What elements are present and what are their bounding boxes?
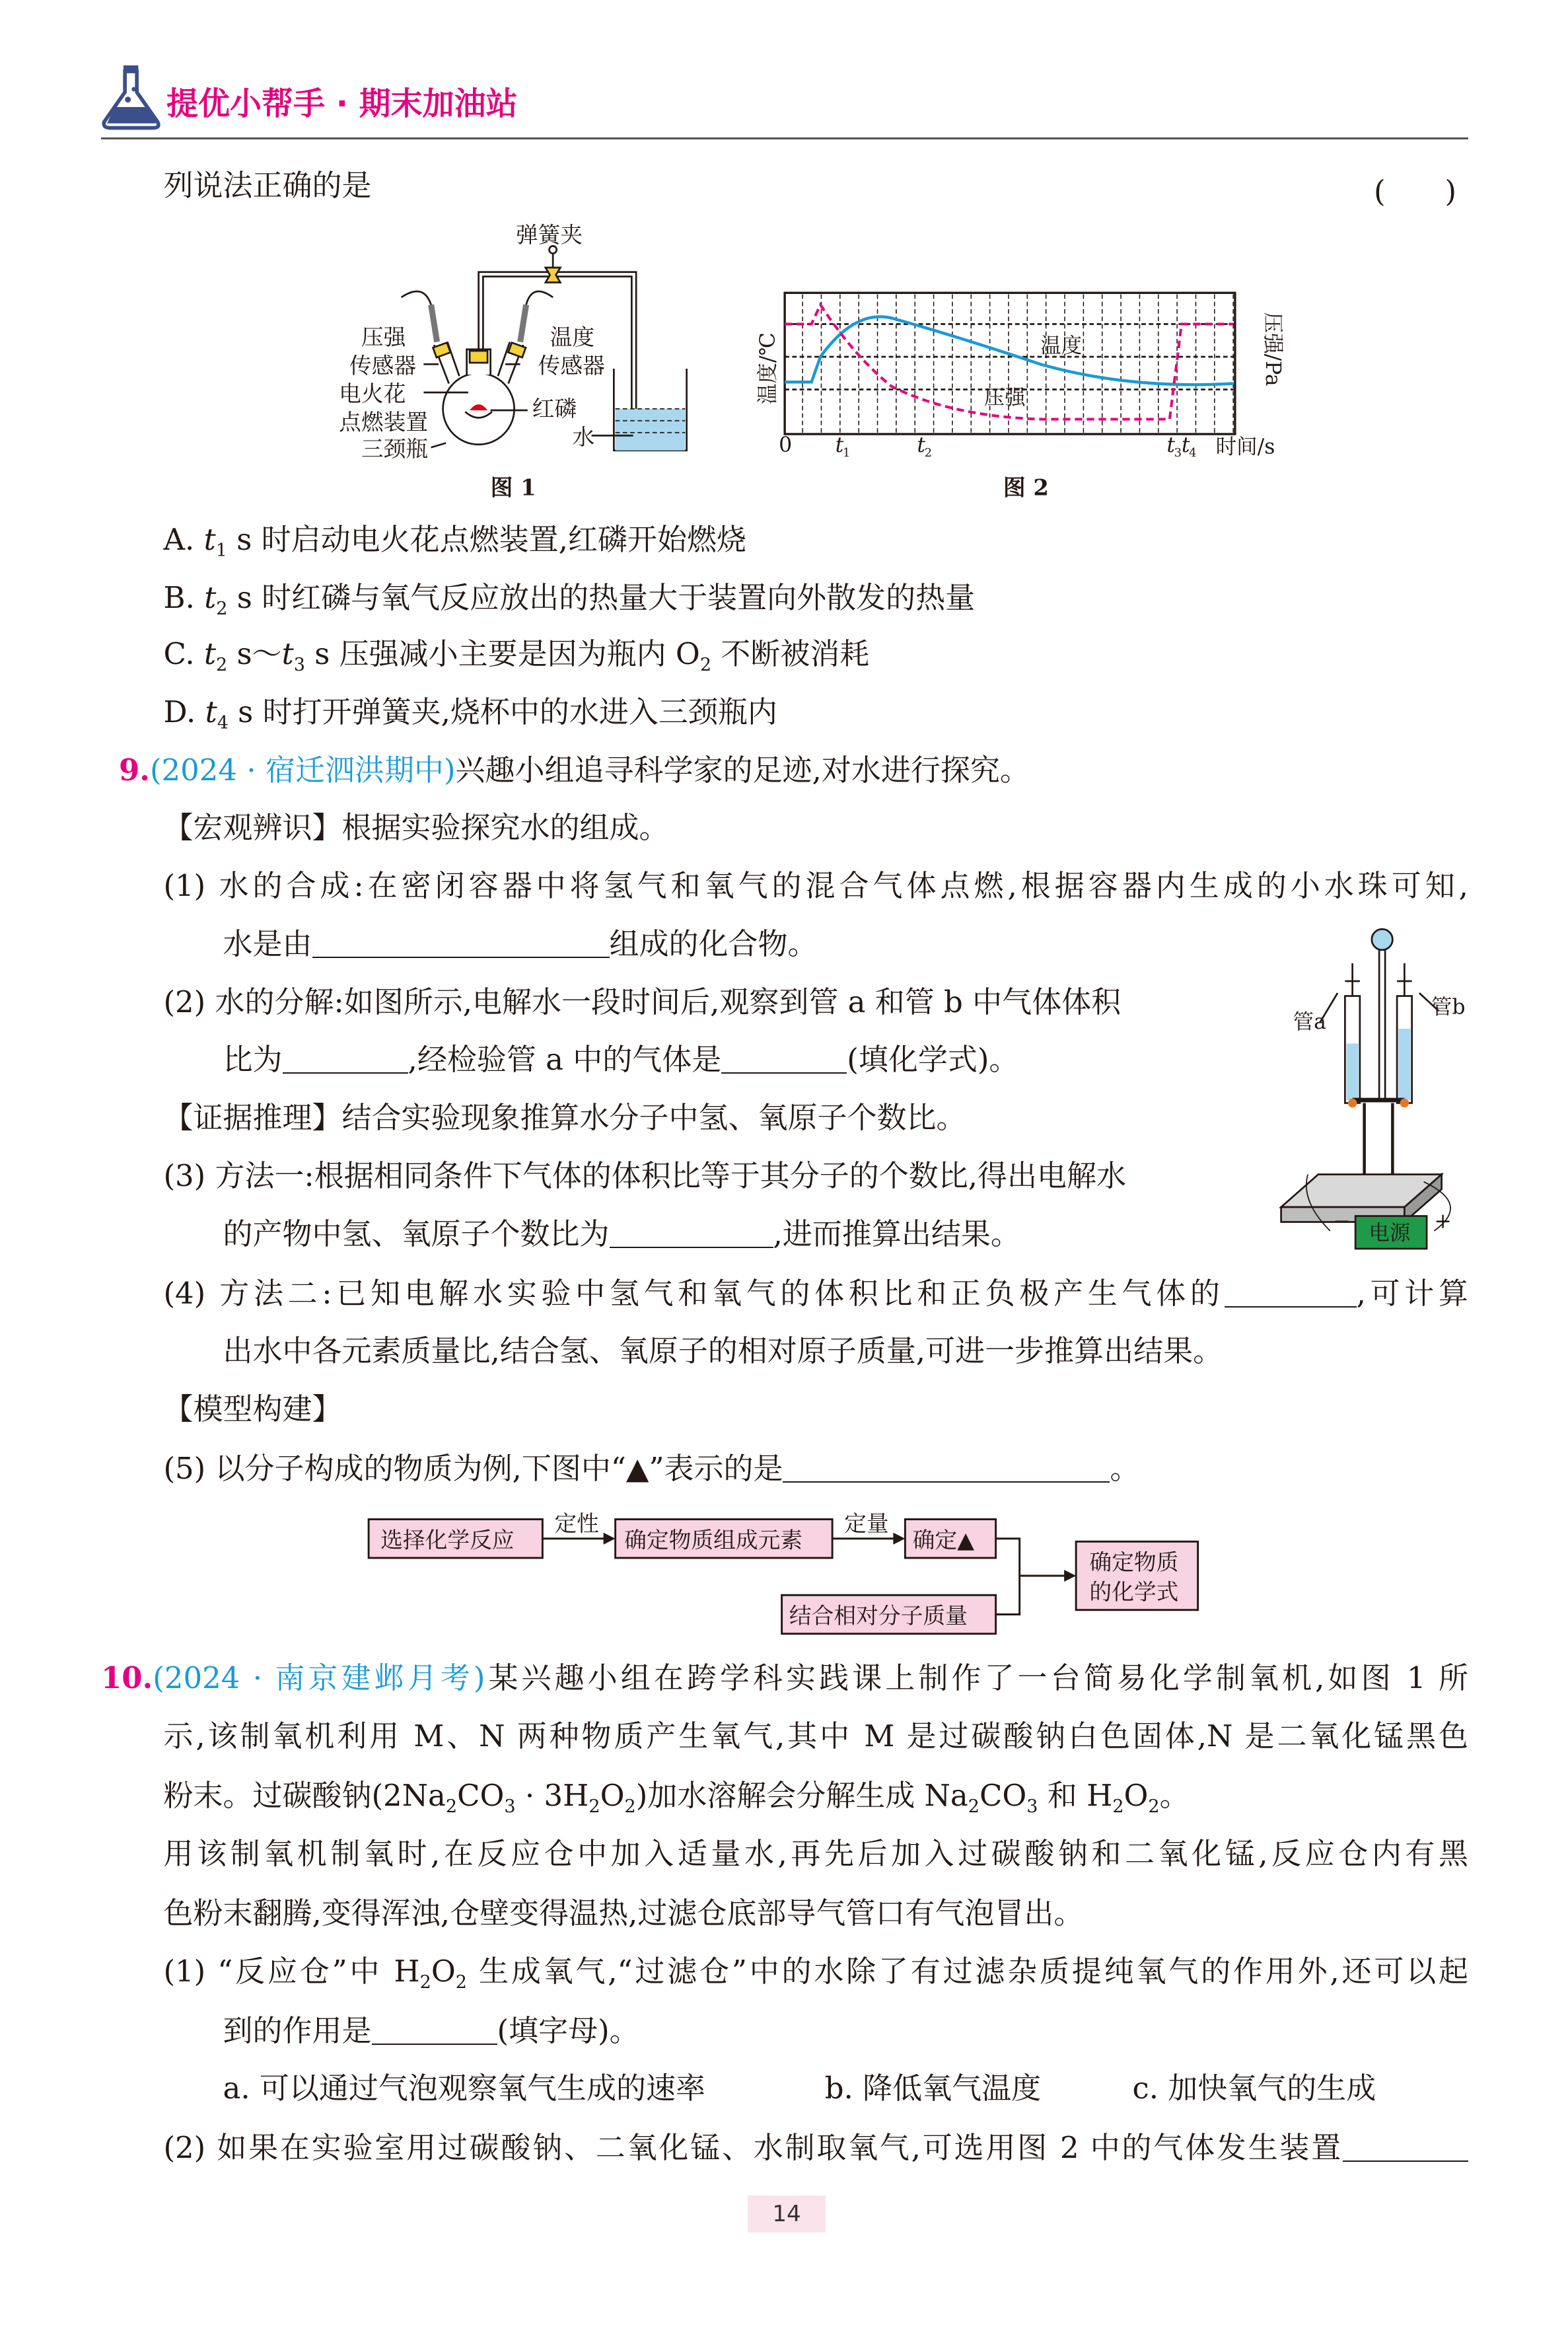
tick-t2-sub: 2 bbox=[924, 445, 933, 460]
q9-p1a-line bbox=[164, 867, 1469, 904]
text-run: c. 加快氧气的生成 bbox=[1132, 2071, 1376, 2106]
answer-blank[interactable] bbox=[283, 1043, 408, 1074]
label-three-neck-flask: 三颈瓶 bbox=[361, 435, 429, 462]
text-run: B. bbox=[163, 579, 205, 615]
tick-t2: t bbox=[917, 433, 926, 458]
chart-frame bbox=[785, 293, 1235, 434]
text-run: C. bbox=[163, 636, 204, 671]
flowchart bbox=[369, 1511, 1198, 1634]
answer-blank[interactable] bbox=[783, 1452, 1110, 1483]
text-run: 列说法正确的是 bbox=[163, 168, 372, 203]
q10-optC-line bbox=[1133, 2070, 1376, 2107]
q8-optD-line bbox=[164, 694, 777, 742]
q10-head-line bbox=[101, 1660, 1468, 1697]
text-run: 出水中各元素质量比,结合氢、氧原子的相对原子质量,可进一步推算出结果。 bbox=[223, 1333, 1223, 1369]
page-number: 14 bbox=[748, 2196, 826, 2233]
text-run: 比为 bbox=[223, 1042, 283, 1078]
text-run: 生成氧气,“过滤仓”中的水除了有过滤杂质提纯氧气的作用外,还可以起 bbox=[466, 1953, 1468, 1989]
label-negative: − bbox=[1333, 1209, 1351, 1234]
q10-l2-line bbox=[164, 1718, 1469, 1755]
q10-optA-line bbox=[223, 2070, 705, 2107]
text-run: · 3H bbox=[515, 1778, 589, 1813]
subscript: 3 bbox=[293, 655, 305, 675]
q9-p4a-line bbox=[164, 1275, 1469, 1312]
q10-l5-line bbox=[164, 1895, 1084, 1932]
text-run: ,经检验管 a 中的气体是 bbox=[408, 1042, 722, 1078]
q10-p2-line bbox=[164, 2129, 1469, 2166]
tick-t1: t bbox=[835, 433, 844, 458]
q8-optB-line bbox=[164, 579, 976, 628]
x-axis-label: 时间/s bbox=[1215, 435, 1275, 459]
text-run: 粉末。过碳酸钠(2Na bbox=[163, 1778, 446, 1813]
italic-variable: t bbox=[204, 579, 217, 615]
question-source: (2024 · 南京建邺月考) bbox=[153, 1660, 485, 1696]
subscript: 2 bbox=[1148, 1796, 1160, 1817]
subscript: 2 bbox=[1112, 1796, 1124, 1817]
subscript: 2 bbox=[419, 1972, 431, 1993]
text-run: (2) 水的分解:如图所示,电解水一段时间后,观察到管 a 和管 b 中气体体积 bbox=[163, 984, 1122, 1019]
subscript: 2 bbox=[455, 1972, 467, 1993]
answer-blank[interactable] bbox=[721, 1043, 847, 1074]
tick-t3-sub: 3 bbox=[1174, 445, 1182, 460]
x-origin: 0 bbox=[779, 433, 793, 458]
italic-variable: t bbox=[205, 694, 217, 729]
question-number: 10. bbox=[101, 1660, 153, 1696]
label-igniter: 点燃装置 bbox=[339, 409, 429, 435]
text-run: 某兴趣小组在跨学科实践课上制作了一台简易化学制氧机,如图 1 所 bbox=[485, 1660, 1469, 1696]
text-run: (填字母)。 bbox=[497, 2012, 639, 2048]
subscript: 3 bbox=[1026, 1796, 1038, 1817]
y-axis-right-label: 压强/Pa bbox=[1261, 312, 1285, 387]
text-run: 不断被消耗 bbox=[711, 636, 870, 671]
text-run: O bbox=[600, 1778, 625, 1813]
italic-variable: t bbox=[203, 521, 216, 557]
text-run: 水是由 bbox=[223, 926, 312, 961]
figure-2-caption: 图 2 bbox=[1003, 474, 1049, 501]
italic-variable: t bbox=[281, 636, 294, 671]
q9-macro-line bbox=[164, 809, 669, 846]
tick-t3: t bbox=[1166, 433, 1176, 458]
q9-model-line bbox=[164, 1391, 342, 1428]
answer-blank[interactable] bbox=[372, 2014, 497, 2045]
subscript: 2 bbox=[216, 598, 228, 619]
q9-evid-line bbox=[164, 1099, 966, 1136]
text-run: (填化学式)。 bbox=[847, 1042, 1019, 1078]
text-run: 示,该制氧机利用 M、N 两种物质产生氧气,其中 M 是过碳酸钠白色固体,N 是二氧化锰黑色 bbox=[163, 1718, 1468, 1753]
text-run: 【证据推理】结合实验现象推算水分子中氢、氧原子个数比。 bbox=[163, 1100, 966, 1135]
text-run: ,进而推算出结果。 bbox=[773, 1216, 1020, 1251]
subscript: 2 bbox=[445, 1796, 458, 1817]
text-run: b. 降低氧气温度 bbox=[824, 2071, 1042, 2106]
text-run: s 时打开弹簧夹,烧杯中的水进入三颈瓶内 bbox=[228, 694, 777, 729]
q9-p4b-line bbox=[223, 1333, 1223, 1370]
text-run: (1) “反应仓”中 H bbox=[163, 1953, 420, 1989]
text-run: CO bbox=[979, 1778, 1027, 1813]
text-run: s 压强减小主要是因为瓶内 O bbox=[304, 636, 700, 671]
flow-box3-text: 确定▲ bbox=[912, 1527, 975, 1553]
answer-blank[interactable] bbox=[610, 1218, 773, 1248]
label-spring-clamp: 弹簧夹 bbox=[515, 221, 583, 248]
text-run: 。 bbox=[1159, 1778, 1190, 1813]
q10-optB-line bbox=[825, 2070, 1041, 2107]
label-temp-sensor-2: 传感器 bbox=[538, 352, 605, 379]
text-run: 兴趣小组追寻科学家的足迹,对水进行探究。 bbox=[455, 752, 1030, 788]
flow-box5-line1: 确定物质 bbox=[1089, 1549, 1179, 1575]
text-run: A. bbox=[163, 521, 204, 557]
q8-optC-line bbox=[164, 636, 870, 684]
flow-edge1-text: 定性 bbox=[554, 1510, 599, 1537]
label-spark: 电火花 bbox=[339, 381, 406, 407]
flask-logo-icon bbox=[104, 65, 159, 128]
text-run: (4) 方法二:已知电解水实验中氢气和氧气的体积比和正负极产生气体的 bbox=[163, 1275, 1225, 1311]
text-run: 色粉末翻腾,变得浑浊,仓壁变得温热,过滤仓底部导气管口有气泡冒出。 bbox=[163, 1895, 1084, 1931]
answer-parentheses: ( ) bbox=[1374, 174, 1457, 209]
text-run: (5) 以分子构成的物质为例,下图中“▲”表示的是 bbox=[163, 1451, 783, 1486]
question-number: 9. bbox=[119, 752, 150, 788]
header-divider bbox=[101, 137, 1468, 139]
label-positive: + bbox=[1434, 1209, 1452, 1234]
flow-box5-line2: 的化学式 bbox=[1089, 1579, 1179, 1605]
label-temp-sensor: 温度 bbox=[550, 324, 595, 350]
text-run: O bbox=[431, 1953, 456, 1989]
tick-t4-sub: 4 bbox=[1189, 445, 1197, 460]
text-run: a. 可以通过气泡观察氧气生成的速率 bbox=[223, 2071, 705, 2106]
q10-l4-line bbox=[164, 1835, 1469, 1872]
text-run: )加水溶解会分解生成 Na bbox=[635, 1778, 968, 1813]
text-run: s 时红磷与氧气反应放出的热量大于装置向外散发的热量 bbox=[227, 579, 976, 615]
subscript: 2 bbox=[216, 655, 228, 675]
q9-p3b-line bbox=[223, 1216, 1020, 1253]
flow-box1-text: 选择化学反应 bbox=[380, 1527, 515, 1553]
figure-2-chart bbox=[756, 293, 1285, 500]
q8-stem-line bbox=[164, 167, 372, 204]
electrolysis-apparatus bbox=[1281, 929, 1450, 1249]
label-red-phosphorus: 红磷 bbox=[532, 396, 577, 422]
text-run: 。 bbox=[1110, 1451, 1140, 1486]
q10-p1a-line bbox=[164, 1953, 1469, 2001]
text-run: 和 H bbox=[1038, 1778, 1113, 1813]
answer-blank[interactable] bbox=[1225, 1277, 1357, 1308]
subscript: 3 bbox=[504, 1796, 516, 1817]
text-run: 【宏观辨识】根据实验探究水的组成。 bbox=[163, 810, 669, 846]
header-title: 提优小帮手 · 期末加油站 bbox=[166, 85, 518, 122]
temperature-curve bbox=[785, 316, 1234, 385]
text-run: 到的作用是 bbox=[223, 2012, 372, 2048]
label-power: 电源 bbox=[1369, 1221, 1411, 1245]
subscript: 2 bbox=[699, 655, 711, 675]
q9-p1b-line bbox=[223, 926, 818, 963]
text-run: CO bbox=[457, 1778, 505, 1813]
subscript: 4 bbox=[217, 712, 229, 733]
q9-p2b-line bbox=[223, 1041, 1019, 1078]
q8-optA-line bbox=[164, 521, 746, 570]
subscript: 2 bbox=[968, 1796, 980, 1817]
text-run: D. bbox=[163, 694, 205, 729]
text-run: 【模型构建】 bbox=[163, 1391, 342, 1426]
tick-t4: t bbox=[1181, 433, 1190, 458]
label-tube-b: 管b bbox=[1431, 995, 1466, 1019]
pressure-series-label: 压强 bbox=[983, 386, 1026, 410]
flow-edge2-text: 定量 bbox=[844, 1510, 889, 1537]
q9-p2a-line bbox=[164, 984, 1122, 1021]
text-run: s～ bbox=[227, 636, 282, 671]
label-pressure-sensor: 压强 bbox=[361, 324, 406, 350]
answer-blank[interactable] bbox=[1343, 2131, 1468, 2162]
subscript: 2 bbox=[588, 1796, 600, 1817]
temperature-series-label: 温度 bbox=[1040, 334, 1083, 358]
question-source: (2024 · 宿迁泗洪期中) bbox=[149, 752, 456, 788]
q9-p3a-line bbox=[164, 1158, 1127, 1195]
flow-box2-text: 确定物质组成元素 bbox=[624, 1527, 803, 1553]
q9-head-line bbox=[119, 752, 1030, 789]
text-run: (1) 水的合成:在密闭容器中将氢气和氧气的混合气体点燃,根据容器内生成的小水珠可知, bbox=[163, 868, 1468, 903]
y-axis-left-label: 温度/℃ bbox=[756, 332, 780, 404]
label-tube-a: 管a bbox=[1293, 1010, 1326, 1034]
text-run: O bbox=[1123, 1778, 1149, 1813]
text-run: (3) 方法一:根据相同条件下气体的体积比等于其分子的个数比,得出电解水 bbox=[163, 1158, 1127, 1193]
tick-t1-sub: 1 bbox=[842, 445, 851, 460]
flow-box4-text: 结合相对分子质量 bbox=[789, 1603, 968, 1629]
q9-p5-line bbox=[164, 1450, 1140, 1487]
spring-clamp-icon bbox=[546, 268, 561, 283]
italic-variable: t bbox=[203, 636, 217, 671]
text-run: 组成的化合物。 bbox=[609, 926, 818, 961]
text-run: s 时启动电火花点燃装置,红磷开始燃烧 bbox=[227, 521, 746, 557]
label-water: 水 bbox=[572, 424, 595, 450]
subscript: 2 bbox=[624, 1796, 636, 1817]
text-run: 的产物中氢、氧原子个数比为 bbox=[223, 1216, 610, 1251]
answer-blank[interactable] bbox=[312, 928, 610, 958]
label-pressure-sensor-2: 传感器 bbox=[349, 352, 417, 379]
text-run: (2) 如果在实验室用过碳酸钠、二氧化锰、水制取氧气,可选用图 2 中的气体发生装置 bbox=[163, 2130, 1343, 2166]
text-run: 用该制氧机制氧时,在反应仓中加入适量水,再先后加入过碳酸钠和二氧化锰,反应仓内有黑 bbox=[163, 1835, 1468, 1871]
text-run: ,可计算 bbox=[1356, 1275, 1468, 1311]
subscript: 1 bbox=[215, 540, 227, 561]
q10-l3-line bbox=[164, 1777, 1190, 1826]
figure-1-caption: 图 1 bbox=[490, 474, 536, 501]
q10-p1b-line bbox=[223, 2012, 639, 2049]
